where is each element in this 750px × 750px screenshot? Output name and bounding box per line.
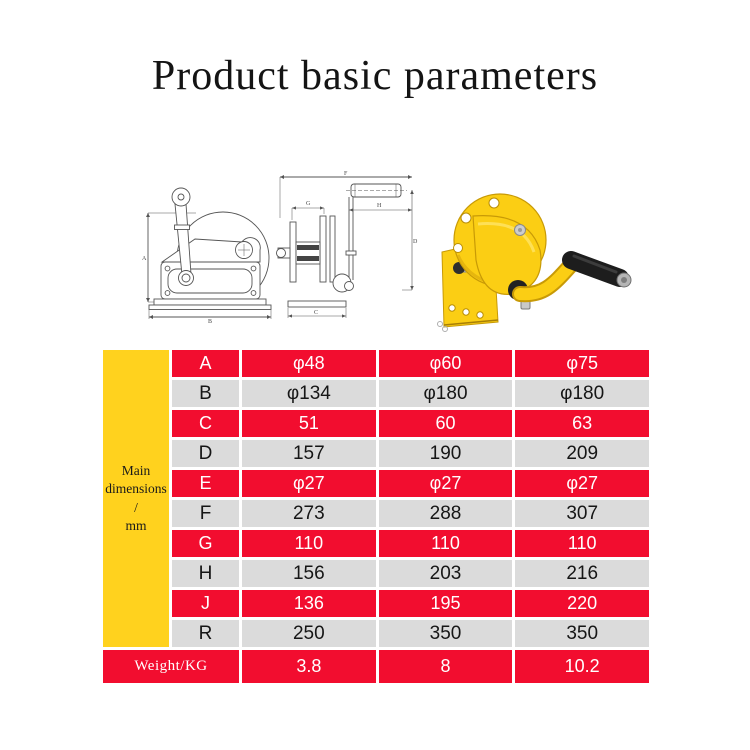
- dim-label-d: D: [413, 239, 418, 245]
- table-row: [172, 350, 649, 377]
- row-label: R: [172, 620, 239, 647]
- table-header-main-dimensions: [103, 350, 169, 647]
- cell-value: 190: [379, 440, 513, 467]
- row-label: H: [172, 560, 239, 587]
- dim-label-c: C: [314, 310, 319, 316]
- table-row: [172, 380, 649, 407]
- cell-value: 216: [515, 560, 649, 587]
- page-title: Product basic parameters: [151, 53, 599, 99]
- winch-front-view-drawing: [276, 168, 418, 322]
- weight-label: Weight/KG: [103, 650, 239, 683]
- cell-value: 273: [242, 500, 376, 527]
- cell-value: 51: [242, 410, 376, 437]
- weight-value: 10.2: [515, 650, 649, 683]
- cell-value: 209: [515, 440, 649, 467]
- cell-value: φ48: [242, 350, 376, 377]
- row-label: E: [172, 470, 239, 497]
- cell-value: 203: [379, 560, 513, 587]
- table-row: [172, 590, 649, 617]
- cell-value: φ180: [515, 380, 649, 407]
- cell-value: φ75: [515, 350, 649, 377]
- weight-value: 3.8: [242, 650, 376, 683]
- cell-value: 156: [242, 560, 376, 587]
- cell-value: 220: [515, 590, 649, 617]
- cell-value: 288: [379, 500, 513, 527]
- table-row: [172, 470, 649, 497]
- dim-label-a: A: [142, 256, 147, 262]
- cell-value: 157: [242, 440, 376, 467]
- dim-label-b: B: [208, 319, 213, 325]
- cell-value: φ134: [242, 380, 376, 407]
- cell-value: 195: [379, 590, 513, 617]
- row-label: D: [172, 440, 239, 467]
- winch-product-photo: [428, 190, 643, 332]
- dim-label-g: G: [306, 201, 311, 207]
- row-label: A: [172, 350, 239, 377]
- row-label: G: [172, 530, 239, 557]
- cell-value: 350: [515, 620, 649, 647]
- header-line-3: mm: [125, 517, 147, 533]
- winch-side-view-drawing: [138, 176, 278, 326]
- cell-value: φ27: [379, 470, 513, 497]
- cell-value: 63: [515, 410, 649, 437]
- header-line-2: /: [134, 499, 138, 515]
- cell-value: 350: [379, 620, 513, 647]
- row-label: C: [172, 410, 239, 437]
- weight-value: 8: [379, 650, 513, 683]
- table-row: [172, 530, 649, 557]
- cell-value: φ27: [515, 470, 649, 497]
- cell-value: 60: [379, 410, 513, 437]
- row-label: J: [172, 590, 239, 617]
- cell-value: φ180: [379, 380, 513, 407]
- cell-value: φ27: [242, 470, 376, 497]
- header-line-1: Main dimensions: [105, 463, 167, 497]
- cell-value: 110: [515, 530, 649, 557]
- cell-value: 110: [242, 530, 376, 557]
- table-row: [172, 500, 649, 527]
- dim-label-h: H: [377, 203, 382, 209]
- weight-row: [103, 650, 649, 683]
- cell-value: 307: [515, 500, 649, 527]
- cell-value: 110: [379, 530, 513, 557]
- table-row: [172, 620, 649, 647]
- row-label: F: [172, 500, 239, 527]
- parameters-table: [103, 350, 649, 683]
- cell-value: 136: [242, 590, 376, 617]
- row-label: B: [172, 380, 239, 407]
- table-row: [172, 440, 649, 467]
- table-row: [172, 410, 649, 437]
- dim-label-f: F: [344, 171, 348, 177]
- table-row: [172, 560, 649, 587]
- cell-value: 250: [242, 620, 376, 647]
- cell-value: φ60: [379, 350, 513, 377]
